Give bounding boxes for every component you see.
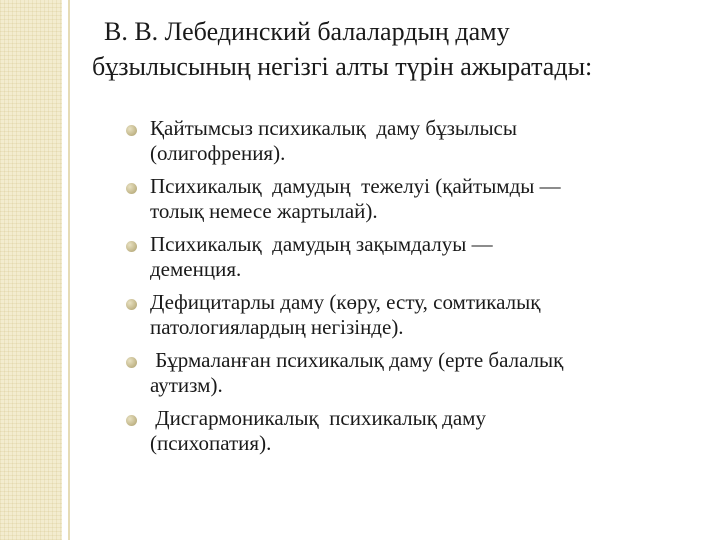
bullet-text-line-2: патологиялардың негізінде). bbox=[150, 315, 404, 339]
decorative-side-strip bbox=[0, 0, 62, 540]
bullet-item bbox=[126, 174, 706, 224]
bullet-dot-icon bbox=[126, 183, 137, 194]
bullet-dot-icon bbox=[126, 357, 137, 368]
bullet-text-line-2: толық немесе жартылай). bbox=[150, 199, 378, 223]
bullet-text-line-1: Бұрмаланған психикалық даму (ерте балалық bbox=[150, 348, 564, 372]
bullet-text-line-2: (психопатия). bbox=[150, 431, 272, 455]
slide-title-line-1: В. В. Лебединский балалардың даму bbox=[104, 17, 510, 46]
bullet-item bbox=[126, 232, 706, 282]
bullet-item bbox=[126, 406, 706, 456]
bullet-dot-icon bbox=[126, 125, 137, 136]
slide-title bbox=[92, 14, 712, 84]
bullet-text-line-1: Қайтымсыз психикалық даму бұзылысы bbox=[150, 116, 517, 140]
bullet-item bbox=[126, 348, 706, 398]
bullet-item bbox=[126, 116, 706, 166]
bullet-text-line-2: деменция. bbox=[150, 257, 242, 281]
decorative-side-line bbox=[68, 0, 70, 540]
bullet-text-line-1: Дефицитарлы даму (көру, есту, сомтикалық bbox=[150, 290, 541, 314]
bullet-dot-icon bbox=[126, 415, 137, 426]
bullet-item bbox=[126, 290, 706, 340]
bullet-dot-icon bbox=[126, 299, 137, 310]
bullet-text-line-2: аутизм). bbox=[150, 373, 223, 397]
bullet-text-line-1: Психикалық дамудың тежелуі (қайтымды — bbox=[150, 174, 561, 198]
bullet-dot-icon bbox=[126, 241, 137, 252]
bullet-text-line-2: (олигофрения). bbox=[150, 141, 286, 165]
bullet-text-line-1: Дисгармоникалық психикалық даму bbox=[150, 406, 486, 430]
bullet-text-line-1: Психикалық дамудың зақымдалуы — bbox=[150, 232, 493, 256]
bullet-list bbox=[126, 116, 706, 464]
slide-title-line-2: бұзылысының негізгі алты түрін ажыратады: bbox=[92, 52, 593, 81]
